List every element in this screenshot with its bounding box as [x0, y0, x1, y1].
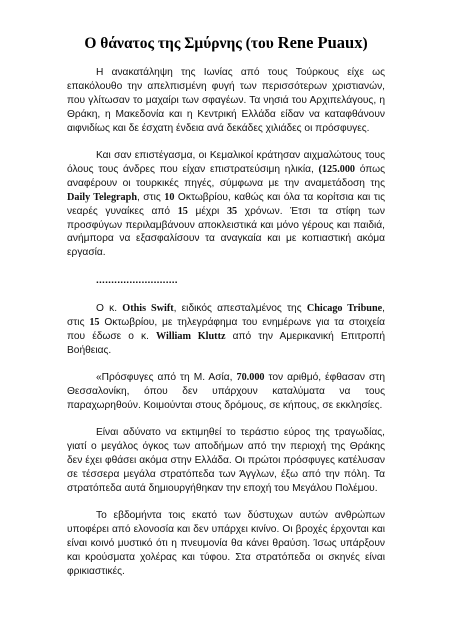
paragraph-intro: Η ανακατάληψη της Ιωνίας από τους Τούρκους είχε ως επακόλουθο την απελπισμένη φυγή των περισσότερων χριστιανών, που γλίτωσαν το μαχαίρι των σφαγέων. Τα νησιά του Αρχιπελάγους, η Θράκη, η Μακεδονία και η Κεντρική Ελλάδα είδαν να καταφθάνουν αιφνιδίως και δε έσχατη ένδεια ανά δεκάδες χιλιάδες οι πρόσφυγες. — [67, 67, 385, 134]
paragraph-captives — [67, 149, 385, 260]
bold-person-name: William Kluttz — [156, 330, 226, 342]
text-run: , στις — [67, 302, 385, 328]
bold-number: 15 — [177, 205, 188, 217]
text-run: τον αριθμό, έφθασαν στη Θεσσαλονίκη, όπου δεν υπάρχουν καταλύματα να τους παραχωρηθούν. Κοιμούνται στους δρόμους, σε κήπους, σε εκκλησίες. — [67, 371, 385, 411]
text-run: από την Αμερικανική Επιτροπή Βοήθειας. — [67, 330, 385, 356]
bold-number: 10 — [164, 191, 175, 203]
text-run: μέχρι — [187, 205, 227, 217]
section-separator: ........................... — [96, 274, 178, 286]
bold-newspaper-name: Daily Telegraph — [67, 191, 137, 203]
title-author: Rene Puaux — [277, 33, 363, 52]
text-run: όπως αναφέρουν οι τουρκικές πηγές, σύμφωνα με την αναμετάδοση της — [67, 163, 385, 189]
text-run: , στις — [137, 191, 165, 203]
title-main: Ο θάνατος της Σμύρνης (του — [84, 35, 278, 52]
text-run: Οκτωβρίου, καθώς και όλα τα κορίτσια και τις νεαρές γυναίκες από — [67, 191, 385, 217]
bold-number: 70.000 — [236, 371, 265, 383]
text-run: Και σαν επιστέγασμα, οι Κεμαλικοί κράτησαν αιχμαλώτους τους όλους τους άνδρες που είχαν επιστρατεύσιμη ηλικία, — [67, 150, 385, 175]
bold-number: (125.000 — [318, 163, 356, 175]
bold-newspaper-name: Chicago Tribune — [306, 302, 383, 314]
bold-person-name: Othis Swift — [122, 302, 174, 314]
text-run: , ειδικός απεσταλμένος της — [173, 302, 307, 314]
paragraph-quote-refugees — [67, 371, 385, 413]
paragraph-tragedy: Είναι αδύνατο να εκτιμηθεί το τεράστιο εύρος της τραγωδίας, γιατί ο μεγάλος όγκος των αποδήμων από την περιοχή της Θράκης δεν έχει φθάσει ακόμα στην Ελλάδα. Οι πρώτοι πρόσφυγες κατέλυσαν σε τέσσερα μεγάλα στρατόπεδα των Άγγλων, έξω από την πόλη. Τα στρατόπεδα αυτά δημιουργήθηκαν την εποχή του Μεγάλου Πολέμου. — [67, 427, 385, 494]
paragraph-disease: Το εβδομήντα τοις εκατό των δύστυχων αυτών ανθρώπων υποφέρει από ελονοσία και δεν υπάρχει κινίνο. Οι βροχές έρχονται και είναι κοινό μυστικό ότι η πνευμονία θα κάνει θραύση. Ίσως υπάρξουν και κρούσματα χολέρας και τύφου. Στα στρατόπεδα οι σκηνές είναι φρικιαστικές. — [67, 510, 385, 577]
text-run: Ο κ. — [96, 302, 123, 314]
paragraph-swift — [67, 302, 385, 358]
text-run: χρόνων. Έτσι τα στίφη των προσφύγων περιλαμβάνουν αποκλειστικά και μόνο γέρους και παιδιά, ανήμπορα να εξασφαλίσουν τα αναγκαία και με κοπιαστική ακόμα εργασία. — [67, 205, 385, 259]
text-run: Οκτωβρίου, με τηλεγράφημα του ενημέρωνε για τα στοιχεία που έδωσε ο κ. — [67, 316, 385, 342]
bold-number: 15 — [89, 316, 100, 328]
text-run: «Πρόσφυγες από τη Μ. Ασία, — [96, 371, 237, 383]
title-close: ) — [362, 35, 368, 52]
page-title — [67, 34, 385, 53]
bold-number: 35 — [226, 205, 238, 217]
